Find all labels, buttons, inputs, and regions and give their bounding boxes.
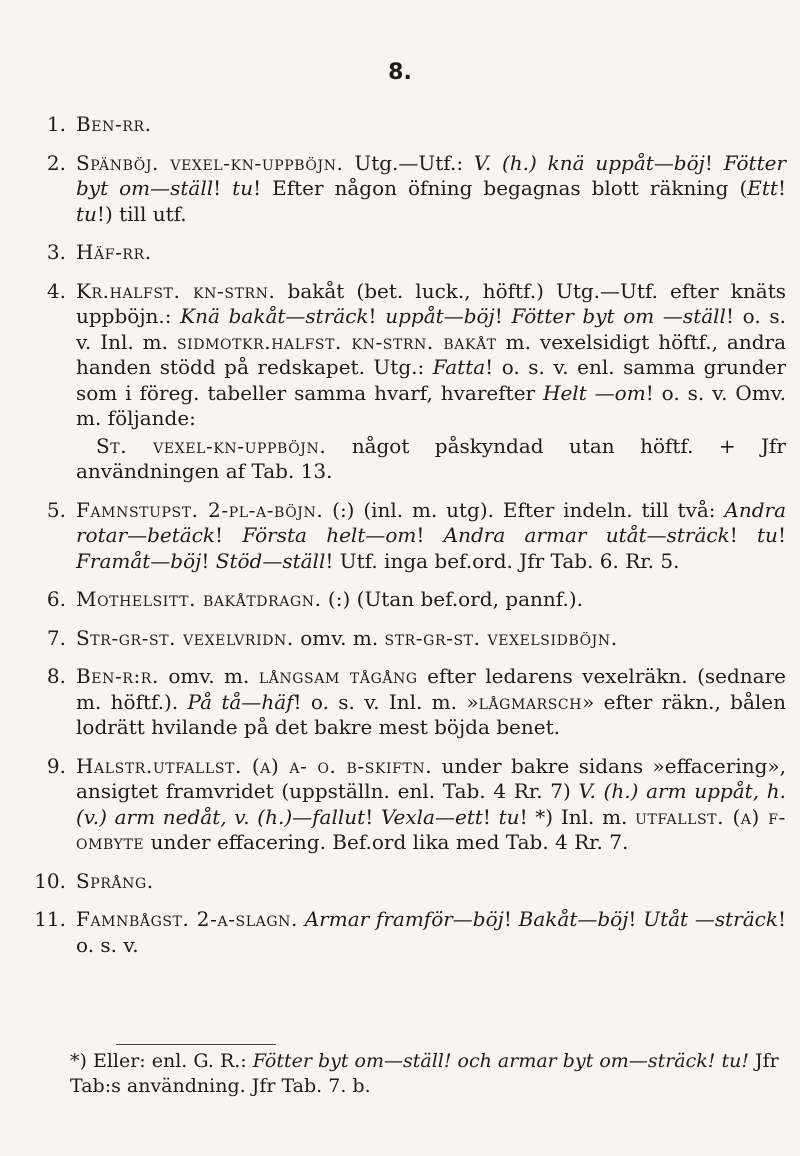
exercise-term: str-gr-st. vexelsidböjn. <box>384 625 618 650</box>
item-number: 2. <box>46 150 66 175</box>
item-text <box>76 626 786 652</box>
command-text: Andra rotar—betäck <box>76 497 786 547</box>
body-text: m. vexelsidigt höftf., andra handen stödd på redskapet. Utg.: <box>76 329 786 379</box>
command-text: Fötter byt om—ställ! <box>252 1050 458 1072</box>
command-text: Ett <box>747 176 778 200</box>
exercise-term: Mothelsitt. bakåtdragn. <box>76 587 322 611</box>
list-item <box>22 240 786 266</box>
list-item <box>22 869 786 895</box>
command-text: tu <box>757 523 778 547</box>
exercise-term: Str-gr-st. vexelvridn. <box>76 625 294 650</box>
body-text: ! <box>729 523 758 547</box>
command-text: V. (h.) knä uppåt—böj <box>473 150 705 175</box>
body-text: ! o. s. v. <box>76 907 786 957</box>
command-text: Knä bakåt—sträck <box>180 304 369 328</box>
body-text: under effacering. Bef.ord lika med Tab. 4 Rr. 7. <box>144 830 629 854</box>
item-number: 5. <box>46 497 66 522</box>
list-item <box>22 587 786 613</box>
body-text: ! <box>365 804 381 829</box>
command-text: Fatta <box>432 355 486 379</box>
command-text: Utåt —sträck <box>643 907 778 931</box>
body-text <box>298 907 305 931</box>
exercise-term: Famnbågst. 2-a-slagn. <box>76 907 298 931</box>
body-text: ! <box>215 523 243 547</box>
item-text <box>76 279 786 485</box>
body-text: ! <box>494 304 512 328</box>
body-text: ! <box>777 523 786 547</box>
item-number: 11. <box>34 907 66 931</box>
body-text: ! <box>213 176 233 200</box>
exercise-term: St. vexel-kn-uppböjn. <box>96 433 327 458</box>
body-text: !) till utf. <box>96 201 187 226</box>
command-text: Stöd—ställ <box>215 548 326 573</box>
command-text: Vexla—ett <box>380 804 483 829</box>
item-text <box>76 907 786 958</box>
body-text: efter ledarens vexelräkn. (sednare m. höftf.). <box>76 664 786 714</box>
body-text: ! <box>628 907 644 931</box>
body-text: ! Efter någon öfning begagnas blott räkning ( <box>253 176 748 200</box>
command-text: och <box>457 1050 492 1072</box>
body-text: ! <box>416 523 444 547</box>
body-text: ! o. s. v. Omv. m. följande: <box>76 380 787 430</box>
item-text <box>76 498 786 575</box>
body-text: ! Utf. inga bef.ord. Jfr Tab. 6. Rr. 5. <box>325 548 680 573</box>
footnote <box>70 1044 786 1099</box>
command-text: Bakåt—böj <box>518 907 629 931</box>
body-text: något påskyndad utan höftf. + Jfr användningen af Tab. 13. <box>76 433 786 483</box>
command-text: V. (h.) arm uppåt, h. (v.) arm nedåt, v. (h.)—fallut <box>76 779 786 829</box>
body-text: ! <box>368 304 386 328</box>
footnote-text <box>70 1049 786 1099</box>
item-number: 8. <box>46 664 66 688</box>
exercise-term: Kr.halfst. kn-strn. <box>76 278 276 303</box>
body-text: » efter räkn., bålen lodrätt hvilande på det bakre mest böjda benet. <box>76 689 786 739</box>
command-text: Andra armar utåt—sträck <box>443 523 730 547</box>
item-number: 6. <box>46 587 66 611</box>
item-text <box>76 240 786 266</box>
command-text: Fötter byt om —ställ <box>511 304 726 328</box>
list-item <box>22 151 786 228</box>
command-text: Första helt—om <box>242 523 417 547</box>
exercise-term: utfallst. (a) f-ombyte <box>76 804 786 854</box>
item-text <box>76 112 786 138</box>
exercise-term: Språng. <box>76 868 154 893</box>
exercise-term: Ben-rr. <box>76 112 152 136</box>
page-number: 8. <box>388 60 412 85</box>
list-item <box>22 754 786 856</box>
body-text: ! <box>777 176 786 200</box>
body-text: ! <box>503 907 519 931</box>
body-text: ! <box>482 804 499 829</box>
exercise-term: Ben-r:r. <box>76 664 159 688</box>
body-text: ! *) Inl. m. <box>519 804 636 829</box>
body-text: omv. m. <box>293 625 385 650</box>
exercise-term: Famnstupst. 2-pl-a-böjn. <box>76 497 324 522</box>
item-text <box>76 754 786 856</box>
footnote-rule <box>116 1044 276 1045</box>
list-item <box>22 498 786 575</box>
item-text <box>76 587 786 613</box>
exercise-term: långsam tågång <box>258 664 418 688</box>
exercise-term: Häf-rr. <box>76 240 152 264</box>
body-text: ! o. s. v. enl. samma grunder som i föreg. tabeller samma hvarf, hvarefter <box>76 355 787 405</box>
body-text: ! <box>704 150 724 175</box>
list-item <box>22 664 786 741</box>
body-text: Utg.—Utf.: <box>343 150 474 175</box>
list-item <box>22 112 786 138</box>
item-subparagraph <box>76 434 786 485</box>
body-text: *) Eller: enl. G. R.: <box>70 1050 253 1072</box>
list-item <box>22 907 786 958</box>
body-text: ! o. s. v. Inl. m. <box>76 304 787 354</box>
item-number: 3. <box>46 240 66 264</box>
item-text <box>76 664 786 741</box>
body-text: Jfr Tab:s användning. Jfr Tab. 7. b. <box>70 1050 779 1097</box>
command-text: Fötter byt om—ställ <box>76 150 786 200</box>
exercise-term: Spänböj. vexel-kn-uppböjn. <box>76 150 344 175</box>
item-number: 9. <box>46 753 66 778</box>
item-number: 10. <box>34 868 66 893</box>
command-text: armar byt om—sträck! tu! <box>497 1050 749 1072</box>
command-text: tu <box>76 201 97 226</box>
list-item <box>22 279 786 485</box>
command-text: uppåt—böj <box>385 304 495 328</box>
list-item <box>22 626 786 652</box>
exercise-term: sidmotkr.halfst. kn-strn. bakåt <box>176 329 497 354</box>
command-text: På tå—häf <box>187 689 294 714</box>
item-number: 1. <box>46 112 66 136</box>
body-text: (:) (inl. m. utg). Efter indeln. till två: <box>323 497 725 522</box>
command-text: Armar framför—böj <box>304 907 504 931</box>
body-text: ! <box>201 548 216 573</box>
exercise-term: Halstr.utfallst. (a) a- o. b-skiftn. <box>76 753 433 778</box>
body-text: under bakre sidans »effacering», ansigtet framvridet (uppställn. enl. Tab. 4 Rr. 7) <box>76 753 786 803</box>
exercise-list <box>22 112 786 971</box>
command-text: tu <box>498 804 520 829</box>
command-text: tu <box>232 176 254 200</box>
body-text: omv. m. <box>158 664 259 688</box>
command-text: Helt —om <box>543 380 646 405</box>
exercise-term: lågmarsch <box>478 689 583 714</box>
body-text: (:) (Utan bef.ord, pannf.). <box>321 587 583 611</box>
item-number: 4. <box>46 278 66 303</box>
body-text: bakåt (bet. luck., höftf.) Utg.—Utf. efter knäts uppböjn.: <box>76 278 786 328</box>
command-text: Framåt—böj <box>76 548 202 573</box>
item-number: 7. <box>46 625 66 650</box>
item-text <box>76 151 786 228</box>
item-text <box>76 869 786 895</box>
body-text: ! o. s. v. Inl. m. » <box>293 689 479 714</box>
